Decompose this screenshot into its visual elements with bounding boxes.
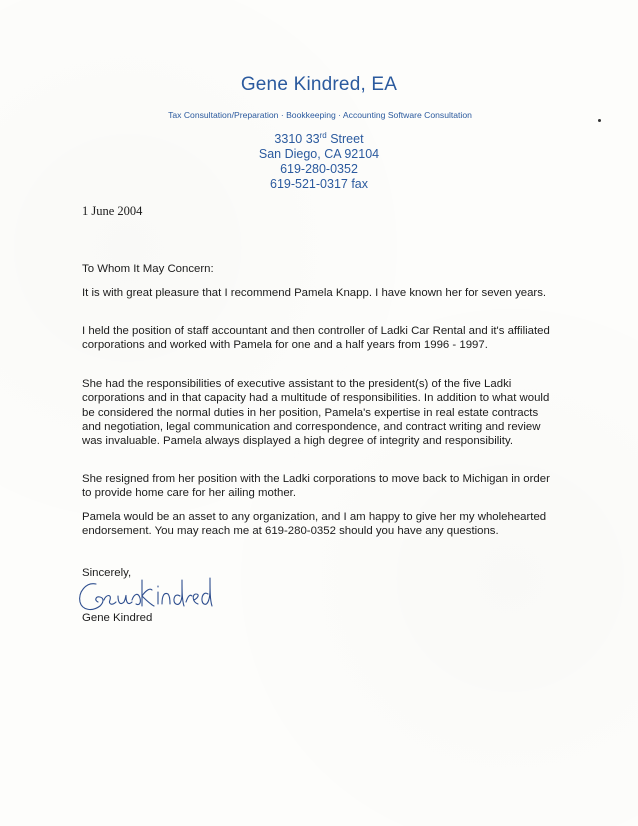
paragraph-5: Pamela would be an asset to any organization, and I am happy to give her my wholehearted endorsement. You may reach me at 619-280-0352 should you have any questions. — [82, 511, 547, 538]
letterhead-phone: 619-280-0352 — [280, 162, 358, 176]
letterhead-street — [0, 132, 638, 147]
paragraph-4: She resigned from her position with the Ladki corporations to move back to Michigan in order to provide home care for her ailing mother. — [82, 473, 550, 500]
paragraph-2: I held the position of staff accountant and then controller of Ladki Car Rental and it's affiliated corporations and worked with Pamela for one and a half years from 1996 - 1997. — [82, 325, 550, 352]
paragraph-1: It is with great pleasure that I recommend Pamela Knapp. I have known her for seven years. — [82, 287, 547, 299]
letterhead-services: Tax Consultation/Preparation · Bookkeeping · Accounting Software Consultation — [168, 110, 472, 120]
closing: Sincerely, — [82, 567, 132, 579]
letterhead-fax: 619-521-0317 fax — [270, 177, 368, 191]
letter-date: 1 June 2004 — [82, 204, 143, 218]
signer-name: Gene Kindred — [82, 612, 153, 624]
letterhead-city: San Diego, CA 92104 — [258, 147, 380, 161]
letterhead-name: Gene Kindred, EA — [240, 74, 398, 95]
street-name: Street — [326, 132, 364, 146]
street-number: 3310 33 — [274, 132, 320, 146]
paragraph-3: She had the responsibilities of executive assistant to the president(s) of the five Ladki corporations and in that capacity had a multitude of responsibilities. In addition to what would be considered the normal duties in her position, Pamela's expertise in real estate contracts and negotiation, legal communication and correspondence, and contract writing and review was invaluable. Pamela always displayed a high degree of integrity and responsibility. — [82, 378, 550, 448]
salutation: To Whom It May Concern: — [82, 263, 214, 275]
scan-speck — [598, 119, 601, 122]
street-suffix: rd — [319, 130, 327, 140]
